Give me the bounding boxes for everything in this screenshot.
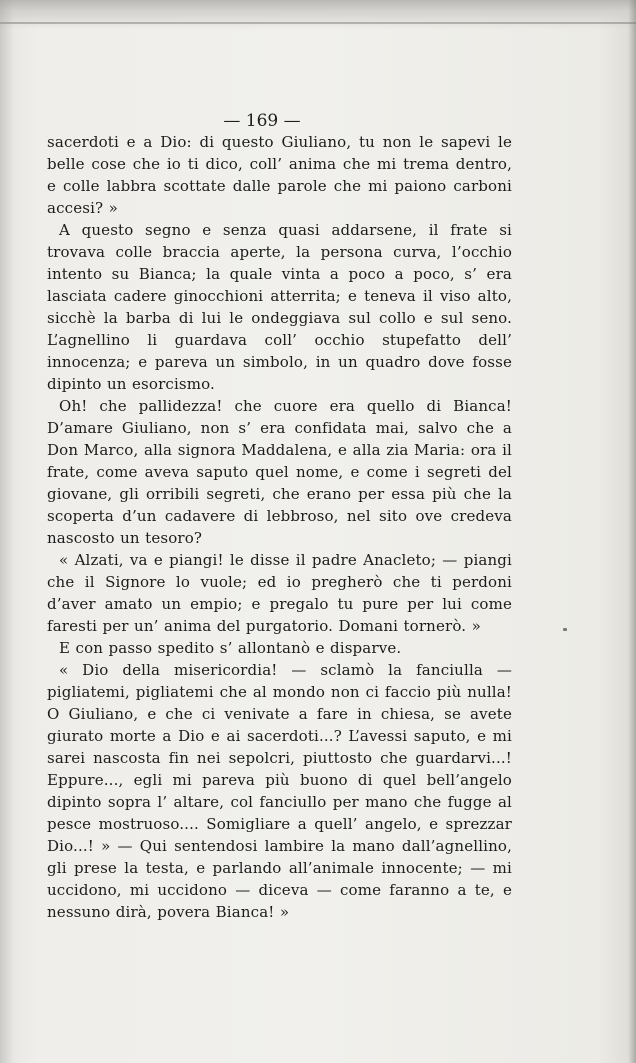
scan-top-edge	[0, 22, 636, 24]
body-text	[47, 131, 512, 923]
scan-top-shadow	[0, 0, 636, 30]
paragraph-3: Oh! che pallidezza! che cuore era quello di Bianca! D’amare Giuliano, non s’ era confidata mai, salvo che a Don Marco, alla signora Maddalena, e alla zia Maria: ora il frate, come aveva saputo quel nome, e come i segreti del giovane, gli orribili segreti, che erano per essa più che la scoperta d’un cadavere di lebbroso, nel sito ove credeva nascosto un tesoro?	[47, 397, 512, 547]
paragraph-5: E con passo spedito s’ allontanò e disparve.	[59, 639, 402, 657]
scan-right-edge	[628, 0, 636, 1063]
paragraph-4: « Alzati, va e piangi! le disse il padre Anacleto; — piangi che il Signore lo vuole; ed io pregherò che ti perdoni d’aver amato un empio; e pregalo tu pure per lui come faresti per un’ anima del purgatorio. Domani tornerò. »	[47, 551, 512, 635]
scan-left-gutter	[0, 0, 14, 1063]
margin-speck	[563, 628, 567, 631]
paragraph-6: « Dio della misericordia! — sclamò la fanciulla — pigliatemi, pigliatemi che al mondo non ci faccio più nulla! O Giuliano, e che ci venivate a fare in chiesa, se avete giurato morte a Dio e ai sacerdoti...? L’avessi saputo, e mi sarei nascosta fin nei sepolcri, piuttosto che guardarvi...! Eppure..., egli mi pareva più buono di quel bell’angelo dipinto sopra l’ altare, col fanciullo per mano che fugge al pesce mostruoso.... Somigliare a quell’ angelo, e sprezzar Dio...! » — Qui sentendosi lambire la mano dall’agnellino, gli prese la testa, e parlando all’animale innocente; — mi uccidono, mi uccidono — diceva — come faranno a te, e nessuno dirà, povera Bianca! »	[47, 661, 512, 921]
paragraph-2: A questo segno e senza quasi addarsene, il frate si trovava colle braccia aperte, la persona curva, l’occhio intento su Bianca; la quale vinta a poco a poco, s’ era lasciata cadere ginocchioni atterrita; e teneva il viso alto, sicchè la barba di lui le ondeggiava sul collo e sul seno. L’agnellino li guardava coll’ occhio stupefatto dell’ innocenza; e pareva un simbolo, in un quadro dove fosse dipinto un esorcismo.	[47, 221, 512, 393]
page-number: — 169 —	[223, 111, 301, 131]
paragraph-1: sacerdoti e a Dio: di questo Giuliano, tu non le sapevi le belle cose che io ti dico, coll’ anima che mi trema dentro, e colle labbra scottate dalle parole che mi paiono carboni accesi? »	[47, 133, 512, 217]
